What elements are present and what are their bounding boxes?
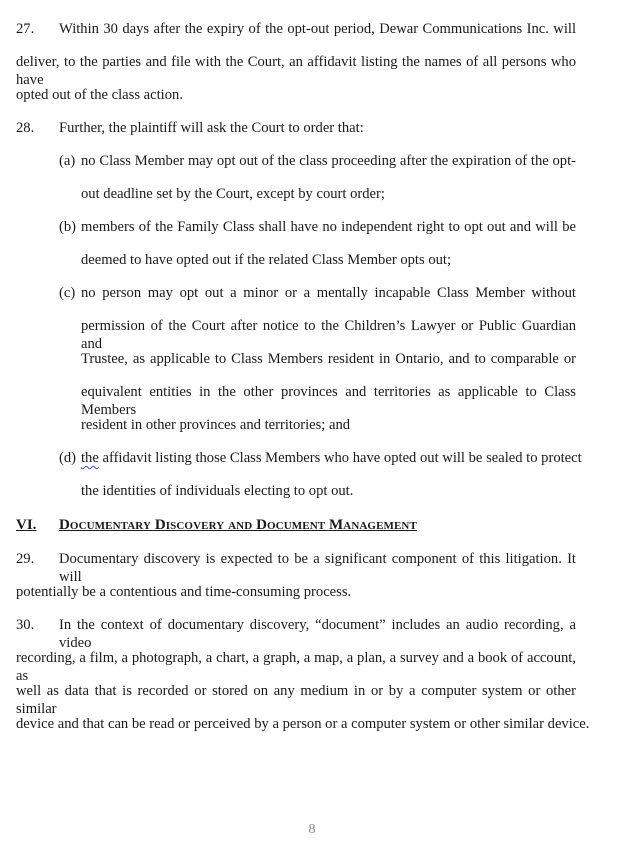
paragraph-line: potentially be a contentious and time-consuming process.: [16, 584, 352, 600]
paragraph-line: Within 30 days after the expiry of the opt-out period, Dewar Communications Inc. will: [59, 21, 576, 37]
list-item-label: (a): [59, 153, 76, 169]
list-item-label: (b): [59, 219, 77, 235]
list-item-label: (d): [59, 450, 77, 466]
list-item-label: (c): [59, 285, 76, 301]
list-item-line: equivalent entities in the other provinces and territories as applicable to Class Members: [81, 384, 576, 418]
paragraph-number: 30.: [16, 617, 35, 633]
paragraph-line: recording, a film, a photograph, a chart, a graph, a map, a plan, a survey and a book of account, as: [16, 650, 576, 684]
list-item-line: Trustee, as applicable to Class Members resident in Ontario, and to comparable or: [81, 351, 576, 367]
list-item-line: no person may opt out a minor or a mentally incapable Class Member without: [81, 285, 576, 301]
paragraph-number: 28.: [16, 120, 35, 136]
paragraph-line: deliver, to the parties and file with the Court, an affidavit listing the names of all persons who have: [16, 54, 576, 88]
paragraph-intro: Further, the plaintiff will ask the Court to order that:: [59, 120, 364, 136]
paragraph-line: device and that can be read or perceived by a person or a computer system or other similar device.: [16, 716, 590, 732]
list-item-line: permission of the Court after notice to the Children’s Lawyer or Public Guardian and: [81, 318, 576, 352]
list-item-line-rest: affidavit listing those Class Members who have opted out will be sealed to protect: [98, 450, 582, 466]
paragraph-line: well as data that is recorded or stored on any medium in or by a computer system or other similar: [16, 683, 576, 717]
page-number: 8: [308, 822, 316, 837]
paragraph-line: In the context of documentary discovery, “document” includes an audio recording, a video: [59, 617, 576, 651]
list-item-line: [81, 449, 582, 467]
paragraph-number: 29.: [16, 551, 35, 567]
paragraph-line: Documentary discovery is expected to be a significant component of this litigation. It will: [59, 551, 576, 585]
paragraph-number: 27.: [16, 21, 35, 37]
list-item-line: the identities of individuals electing to opt out.: [81, 483, 354, 499]
paragraph-line: opted out of the class action.: [16, 87, 183, 103]
section-title: Documentary Discovery and Document Management: [59, 517, 417, 533]
list-item-line: resident in other provinces and territories; and: [81, 417, 351, 433]
list-item-line: out deadline set by the Court, except by court order;: [81, 186, 385, 202]
grammar-flagged-word[interactable]: the: [81, 450, 99, 466]
section-number: VI.: [16, 517, 37, 533]
list-item-line: deemed to have opted out if the related Class Member opts out;: [81, 252, 452, 268]
list-item-line: members of the Family Class shall have no independent right to opt out and will be: [81, 219, 576, 235]
list-item-line: no Class Member may opt out of the class proceeding after the expiration of the opt-: [81, 153, 576, 169]
